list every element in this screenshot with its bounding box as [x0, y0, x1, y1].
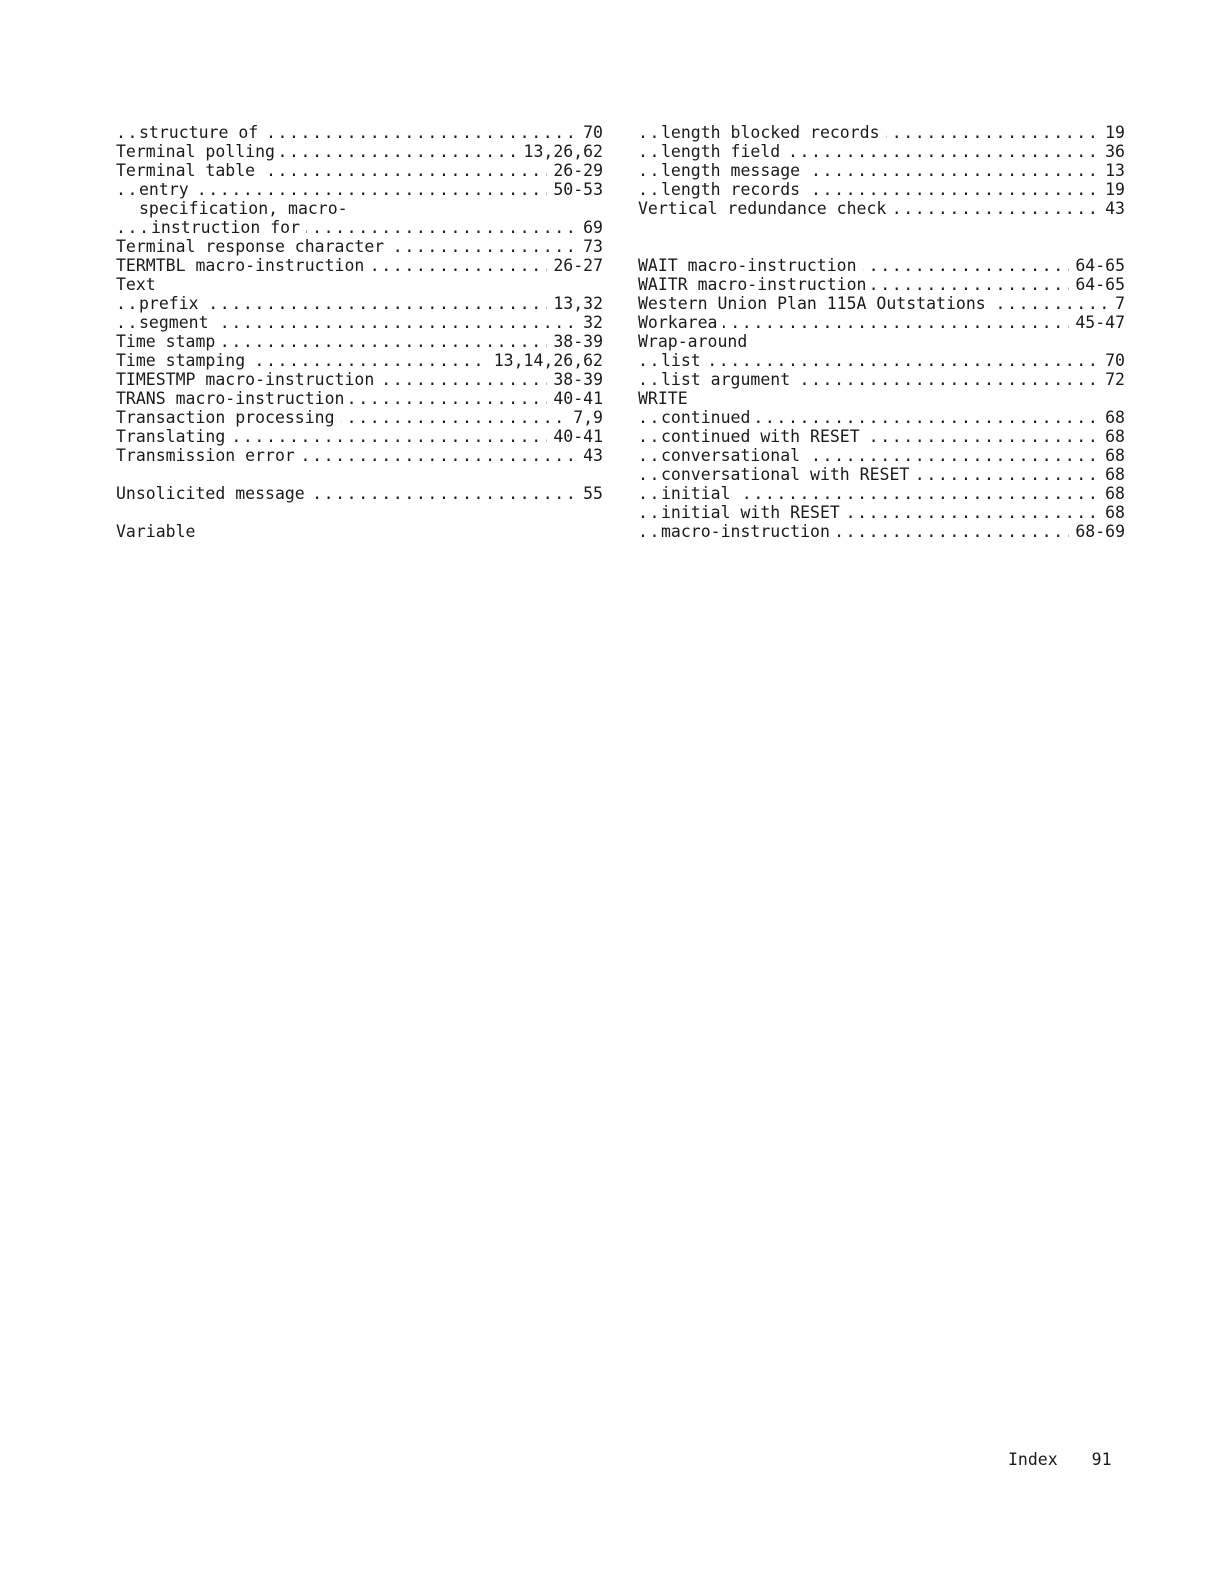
- index-page-ref: 68: [1099, 446, 1125, 465]
- index-page-ref: 38-39: [547, 332, 603, 351]
- index-entry: [116, 199, 603, 218]
- index-entry: [116, 408, 603, 427]
- index-page-ref: 36: [1099, 142, 1125, 161]
- index-term: macro-instruction: [661, 522, 836, 541]
- index-term: Terminal table: [116, 161, 261, 180]
- index-entry: [638, 465, 1125, 484]
- index-entry: [116, 275, 603, 294]
- index-entry: [638, 389, 1125, 408]
- blank-line: [116, 503, 603, 522]
- index-term: Terminal response character: [116, 237, 390, 256]
- index-term: conversational with RESET: [661, 465, 915, 484]
- index-page-ref: 40-41: [547, 389, 603, 408]
- index-page-ref: 19: [1099, 180, 1125, 199]
- index-entry: [638, 313, 1125, 332]
- index-page-ref: 26-27: [547, 256, 603, 275]
- footer-label: Index: [1008, 1450, 1058, 1469]
- index-term: length field: [661, 142, 786, 161]
- blank-line: [638, 237, 1125, 256]
- index-entry: [638, 446, 1125, 465]
- index-entry: [638, 503, 1125, 522]
- index-term: WAIT macro-instruction: [638, 256, 863, 275]
- index-term: list: [661, 351, 707, 370]
- index-entry: [116, 161, 603, 180]
- index-term: list argument: [661, 370, 796, 389]
- index-term: Time stamping: [116, 351, 251, 370]
- index-page-ref: 13,32: [547, 294, 603, 313]
- index-term: Unsolicited message: [116, 484, 311, 503]
- index-term: Wrap-around: [638, 332, 753, 351]
- index-entry: [116, 446, 603, 465]
- index-entry: [638, 294, 1125, 313]
- index-entry: [116, 484, 603, 503]
- index-entry: [638, 351, 1125, 370]
- index-term: TERMTBL macro-instruction: [116, 256, 370, 275]
- index-entry: [116, 313, 603, 332]
- index-entry: [116, 389, 603, 408]
- index-term: TRANS macro-instruction: [116, 389, 350, 408]
- index-page-ref: 7: [1109, 294, 1125, 313]
- index-entry: [638, 408, 1125, 427]
- index-term: length blocked records: [661, 123, 886, 142]
- index-page-ref: 26-29: [547, 161, 603, 180]
- index-term: WRITE: [638, 389, 694, 408]
- index-term: Terminal polling: [116, 142, 281, 161]
- index-term: continued: [661, 408, 756, 427]
- index-entry: [638, 484, 1125, 503]
- index-page-ref: 64-65: [1069, 275, 1125, 294]
- index-term: length records: [661, 180, 806, 199]
- index-page-ref: 68: [1099, 503, 1125, 522]
- index-page-ref: 70: [577, 123, 603, 142]
- index-entry: [116, 123, 603, 142]
- index-term: continued with RESET: [661, 427, 866, 446]
- index-page-ref: 43: [1099, 199, 1125, 218]
- index-page-ref: 13,26,62: [518, 142, 603, 161]
- index-entry: [638, 332, 1125, 351]
- index-page-ref: 70: [1099, 351, 1125, 370]
- index-page-ref: 13,14,26,62: [488, 351, 603, 370]
- index-entry: [116, 142, 603, 161]
- index-page-ref: 7,9: [567, 408, 603, 427]
- index-page-ref: 73: [577, 237, 603, 256]
- index-term: Transaction processing: [116, 408, 341, 427]
- index-entry: [638, 256, 1125, 275]
- blank-line: [638, 218, 1125, 237]
- index-page-ref: 45-47: [1069, 313, 1125, 332]
- index-page-ref: 55: [577, 484, 603, 503]
- index-term: conversational: [661, 446, 806, 465]
- index-term: Time stamp: [116, 332, 221, 351]
- index-page-ref: 32: [577, 313, 603, 332]
- index-term: prefix: [139, 294, 205, 313]
- index-term: entry: [139, 180, 195, 199]
- index-entry: [116, 294, 603, 313]
- index-entry: [116, 218, 603, 237]
- index-term: Vertical redundance check: [638, 199, 892, 218]
- index-entry: [116, 237, 603, 256]
- index-entry: [638, 180, 1125, 199]
- index-entry: [638, 142, 1125, 161]
- index-entry: [638, 123, 1125, 142]
- page-footer: [1008, 1450, 1112, 1469]
- index-entry: [638, 370, 1125, 389]
- index-term: TIMESTMP macro-instruction: [116, 370, 380, 389]
- index-entry: [638, 427, 1125, 446]
- index-page-ref: 68: [1099, 408, 1125, 427]
- index-term: Western Union Plan 115A Outstations: [638, 294, 992, 313]
- index-entry: [116, 332, 603, 351]
- index-term: length message: [661, 161, 806, 180]
- index-entry: [116, 256, 603, 275]
- index-entry: [638, 161, 1125, 180]
- index-term: specification, macro-: [139, 199, 354, 218]
- index-entry: [116, 427, 603, 446]
- index-column-right: [638, 123, 1125, 541]
- index-entry: [638, 522, 1125, 541]
- index-page-ref: 64-65: [1069, 256, 1125, 275]
- index-page-ref: 68-69: [1069, 522, 1125, 541]
- index-term: Text: [116, 275, 162, 294]
- index-page-ref: 69: [577, 218, 603, 237]
- index-page-ref: 19: [1099, 123, 1125, 142]
- index-term: initial: [661, 484, 737, 503]
- index-page-ref: 72: [1099, 370, 1125, 389]
- index-term: Workarea: [638, 313, 723, 332]
- index-entry: [116, 180, 603, 199]
- index-page-ref: 50-53: [547, 180, 603, 199]
- index-page-ref: 68: [1099, 484, 1125, 503]
- blank-line: [116, 465, 603, 484]
- index-entry: [638, 199, 1125, 218]
- index-entry: [638, 275, 1125, 294]
- index-column-left: [116, 123, 603, 541]
- index-page-ref: 13: [1099, 161, 1125, 180]
- index-page-ref: 43: [577, 446, 603, 465]
- index-term: structure of: [139, 123, 264, 142]
- index-term: instruction for: [151, 218, 306, 237]
- index-page-ref: 38-39: [547, 370, 603, 389]
- index-page-ref: 40-41: [547, 427, 603, 446]
- index-term: Translating: [116, 427, 231, 446]
- index-entry: [116, 370, 603, 389]
- index-entry: [116, 522, 603, 541]
- index-entry: [116, 351, 603, 370]
- index-term: Transmission error: [116, 446, 301, 465]
- page-number: 91: [1091, 1450, 1112, 1469]
- index-term: Variable: [116, 522, 201, 541]
- index-term: WAITR macro-instruction: [638, 275, 872, 294]
- index-term: initial with RESET: [661, 503, 846, 522]
- index-term: segment: [139, 313, 215, 332]
- index-page-ref: 68: [1099, 427, 1125, 446]
- index-page-ref: 68: [1099, 465, 1125, 484]
